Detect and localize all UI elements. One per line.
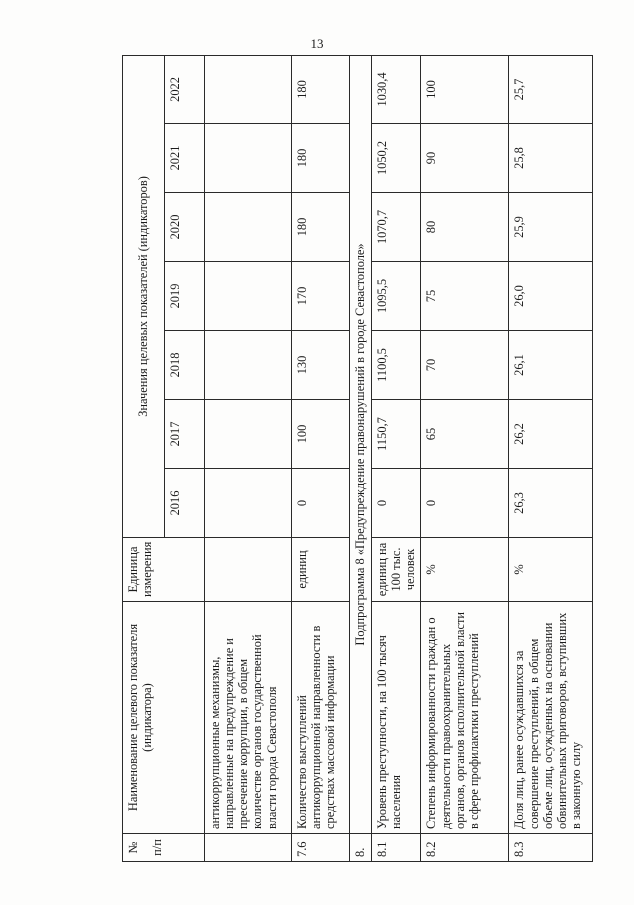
year-cell: 2019 (165, 262, 205, 331)
row-value: 170 (292, 262, 350, 331)
row-value: 25,9 (509, 193, 593, 262)
table-row (509, 55, 593, 861)
year-cell: 2017 (165, 400, 205, 469)
row-value: 1050,2 (372, 124, 421, 193)
year-cell: 2016 (165, 469, 205, 538)
header-unit-cell (123, 538, 205, 602)
row-value (205, 55, 292, 123)
row-value: 180 (292, 124, 350, 193)
row-value (205, 469, 292, 538)
row-value (205, 331, 292, 400)
row-value: 26,3 (509, 469, 593, 538)
row-value: 1070,7 (372, 193, 421, 262)
row-value: 70 (421, 331, 509, 400)
header-values-cell (123, 55, 165, 537)
header-name-label: Наименование целевого показателя (индикатора) (126, 623, 155, 812)
header-values-label: Значения целевых показателей (индикаторов) (136, 176, 151, 417)
row-value: 180 (292, 55, 350, 123)
table-row (292, 55, 350, 861)
row-value: 26,0 (509, 262, 593, 331)
year-cell: 2020 (165, 193, 205, 262)
row-unit: единиц (292, 538, 350, 602)
row-number: 8.3 (509, 834, 593, 862)
row-value: 100 (421, 55, 509, 123)
row-value: 0 (292, 469, 350, 538)
header-number-sublabel: п/п (150, 839, 165, 856)
year-cell: 2021 (165, 124, 205, 193)
year-cell: 2022 (165, 55, 205, 123)
row-value: 25,8 (509, 124, 593, 193)
row-value: 0 (372, 469, 421, 538)
header-name-cell (123, 602, 205, 834)
row-value (205, 124, 292, 193)
rotated-table-wrapper (122, 56, 587, 862)
row-value: 1030,4 (372, 55, 421, 123)
row-name: антикоррупционные механизмы, направленные на предупреждение и пресечение коррупции, в общем количестве органов государственной власти города Севастополя (205, 602, 292, 834)
row-value: 65 (421, 400, 509, 469)
row-value: 80 (421, 193, 509, 262)
row-value: 100 (292, 400, 350, 469)
row-value: 1100,5 (372, 331, 421, 400)
header-number-cell (123, 834, 205, 862)
row-number: 8.2 (421, 834, 509, 862)
table-row (421, 55, 509, 861)
row-name: Доля лиц, ранее осуждавшихся за совершение преступлений, в общем объеме лиц, осужденных на основании обвинительных приговоров, вступивших в законную силу (509, 602, 593, 834)
subprogram-number: 8. (350, 834, 372, 862)
indicators-table (122, 55, 593, 862)
row-unit (205, 538, 292, 602)
header-row (123, 55, 165, 861)
row-value: 130 (292, 331, 350, 400)
row-value (205, 262, 292, 331)
row-unit: % (509, 538, 593, 602)
row-unit: % (421, 538, 509, 602)
year-cell: 2018 (165, 331, 205, 400)
row-value: 0 (421, 469, 509, 538)
row-value: 26,2 (509, 400, 593, 469)
row-value: 90 (421, 124, 509, 193)
row-value: 26,1 (509, 331, 593, 400)
subprogram-row (350, 55, 372, 861)
row-number (205, 834, 292, 862)
row-value: 25,7 (509, 55, 593, 123)
row-value: 1095,5 (372, 262, 421, 331)
row-number: 7.6 (292, 834, 350, 862)
row-name: Степень информированности граждан о деятельности правоохранительных органов, органов исполнительной власти в сфере профилактики преступлений (421, 602, 509, 834)
row-value: 75 (421, 262, 509, 331)
row-value: 180 (292, 193, 350, 262)
row-name: Количество выступлений антикоррупционной направленности в средствах массовой информации (292, 602, 350, 834)
row-name: Уровень преступности, на 100 тысяч населения (372, 602, 421, 834)
header-number-label: № (126, 841, 140, 854)
subprogram-title: Подпрограмма 8 «Предупреждение правонарушений в городе Севастополе» (350, 55, 372, 833)
row-value (205, 193, 292, 262)
table-row (372, 55, 421, 861)
row-unit: единиц на 100 тыс. человек (372, 538, 421, 602)
page-number: 13 (310, 36, 324, 51)
row-value: 1150,7 (372, 400, 421, 469)
row-number: 8.1 (372, 834, 421, 862)
table-row (205, 55, 292, 861)
header-unit-label: Единица измерения (126, 541, 155, 597)
row-value (205, 400, 292, 469)
